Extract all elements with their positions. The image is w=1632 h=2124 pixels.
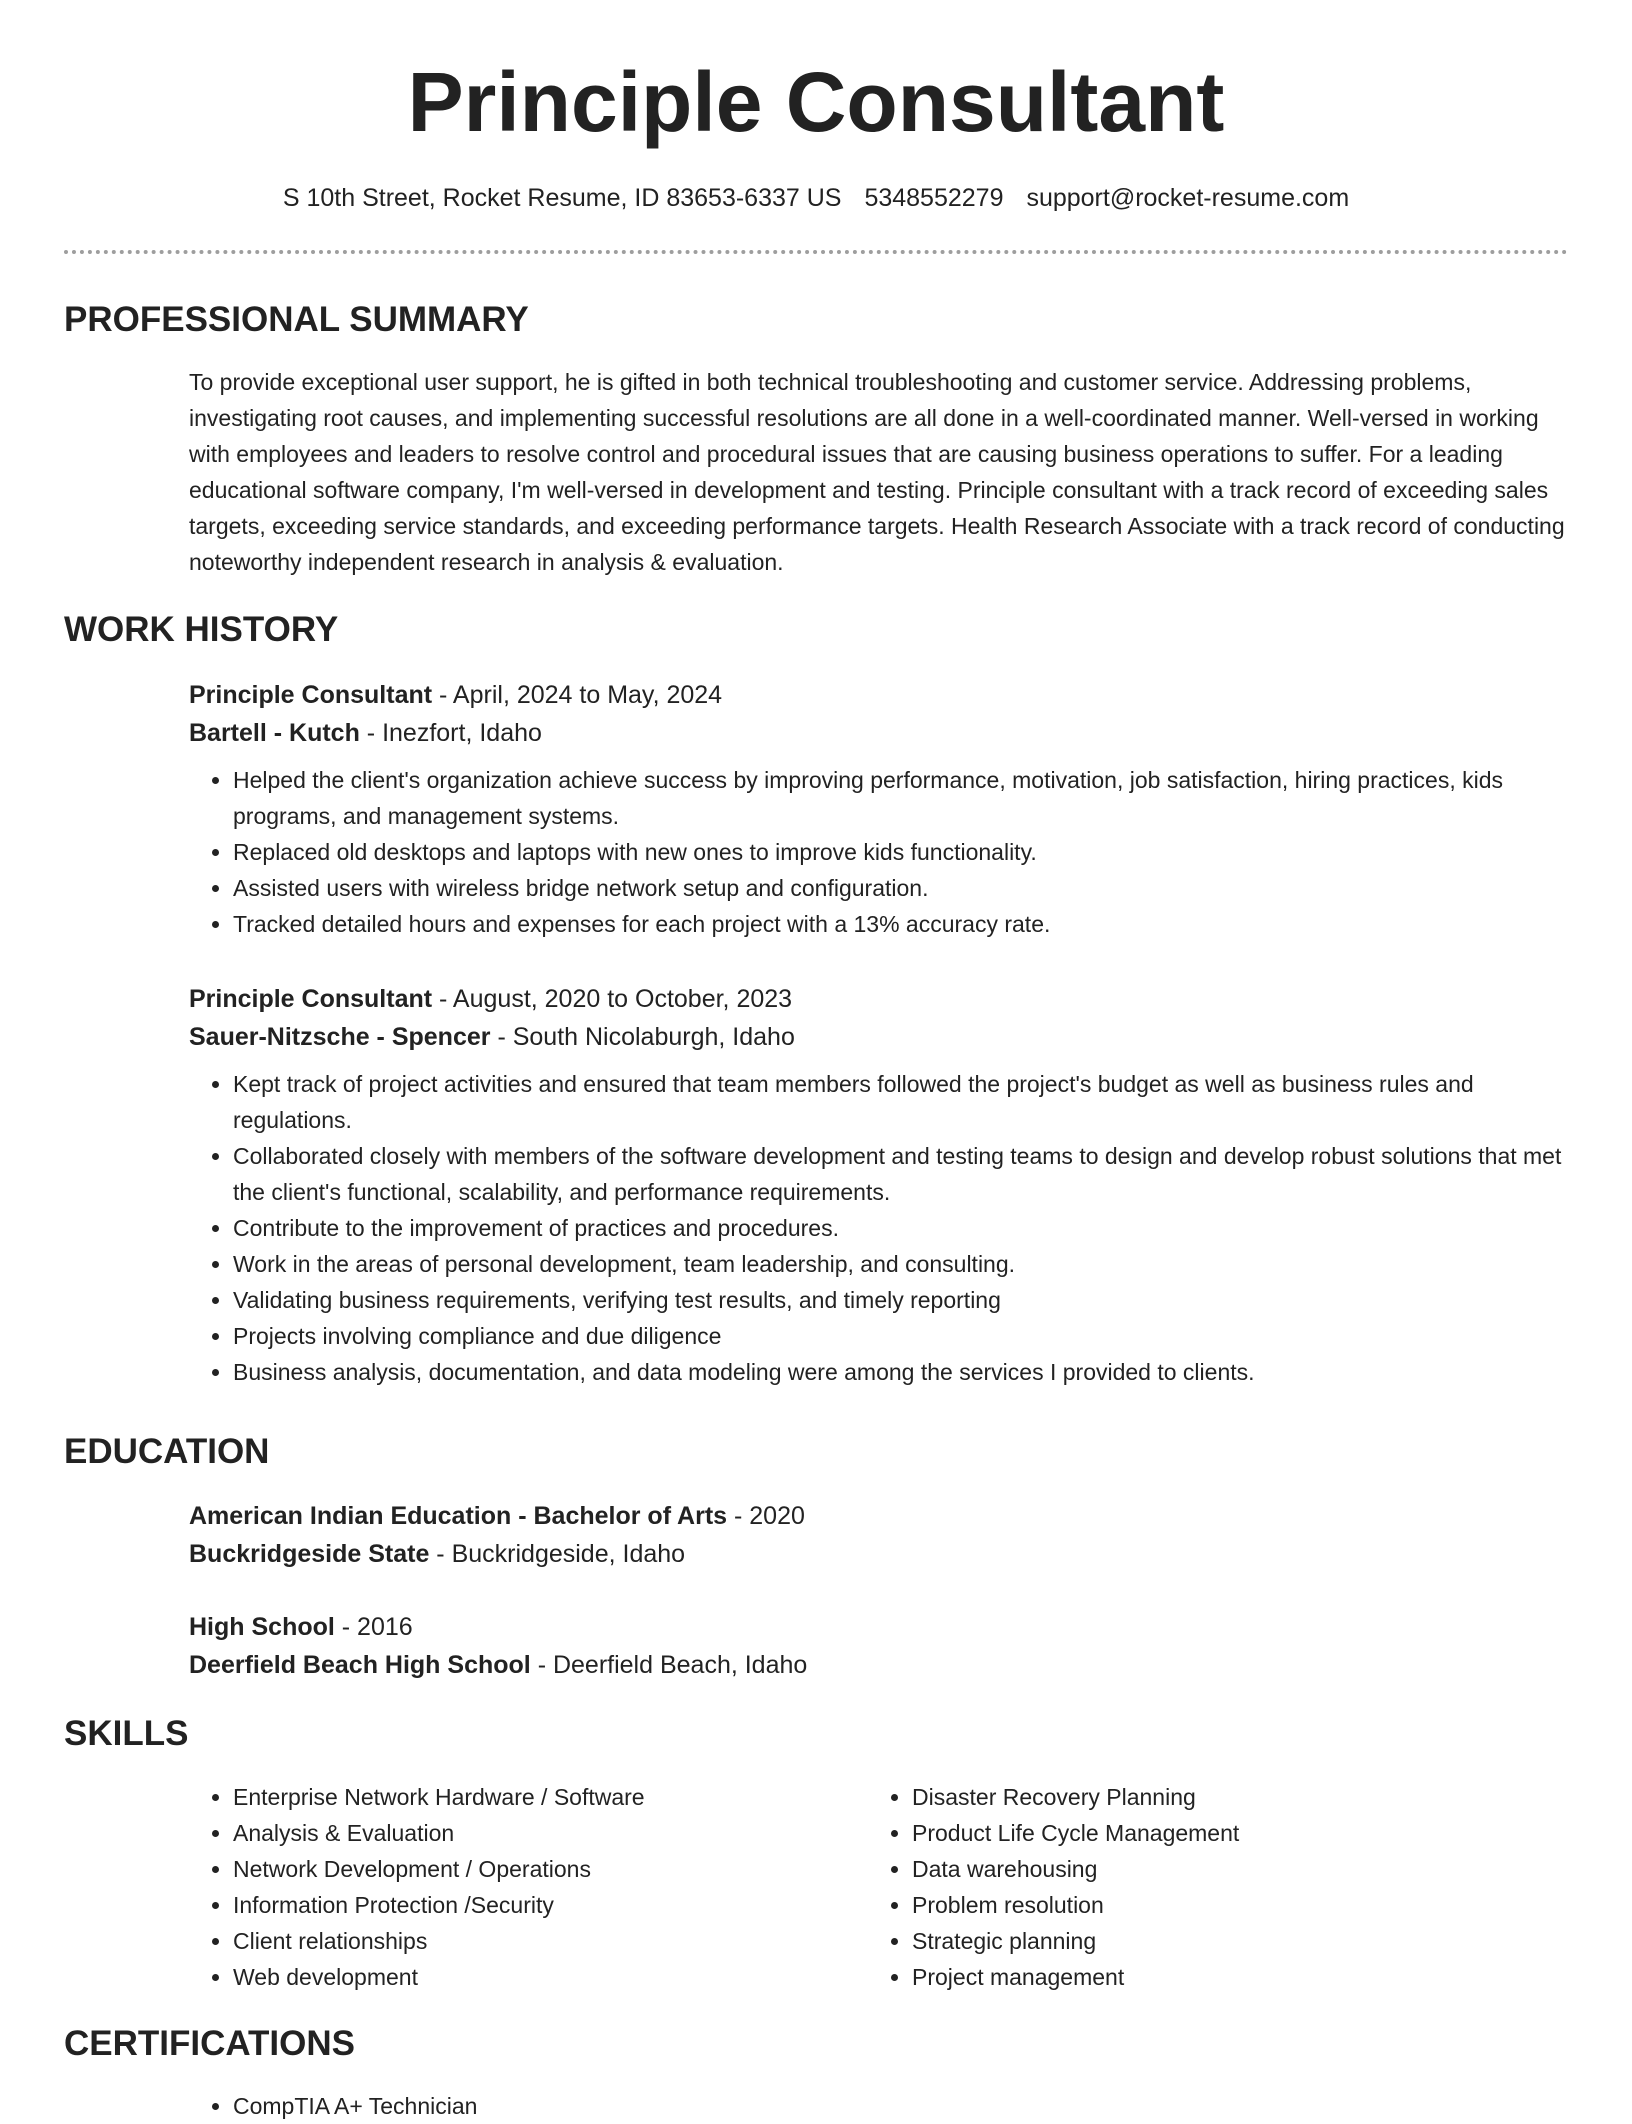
job-role: Principle Consultant	[189, 985, 433, 1013]
skills-list	[868, 1779, 1508, 1995]
education-entry	[189, 1497, 1569, 1573]
education-school: Buckridgeside State	[189, 1540, 430, 1568]
resume-name: Principle Consultant	[407, 55, 1225, 149]
skills-list	[189, 1779, 829, 1995]
skills-column-right	[868, 1779, 1508, 1995]
job-bullet: • Assisted users with wireless bridge network setup and configuration.	[233, 870, 1569, 906]
skill-item: • Product Life Cycle Management	[912, 1815, 1508, 1851]
job-bullet: • Kept track of project activities and ensured that team members followed the project's budget as well as business rules and regulations.	[233, 1066, 1569, 1138]
education-school-line	[189, 1646, 1569, 1684]
skill-item: • Strategic planning	[912, 1923, 1508, 1959]
skill-item: • Project management	[912, 1959, 1508, 1995]
job-bullet: • Replaced old desktops and laptops with new ones to improve kids functionality.	[233, 834, 1569, 870]
contact-address: S 10th Street, Rocket Resume, ID 83653-6337 US	[282, 184, 842, 212]
skills-column-left	[189, 1779, 829, 1995]
certifications-heading: CERTIFICATIONS	[64, 2024, 356, 2063]
job-bullet: • Projects involving compliance and due diligence	[233, 1318, 1569, 1354]
education-degree-line	[189, 1608, 1569, 1646]
job-bullet: • Contribute to the improvement of practices and procedures.	[233, 1210, 1569, 1246]
education-year: - 2016	[334, 1613, 413, 1641]
skill-item: • Client relationships	[233, 1923, 829, 1959]
job-company: Bartell - Kutch	[189, 719, 360, 747]
job-entry	[189, 980, 1569, 1390]
summary-heading: PROFESSIONAL SUMMARY	[64, 300, 529, 339]
skill-item: • Problem resolution	[912, 1887, 1508, 1923]
skill-item: • Enterprise Network Hardware / Software	[233, 1779, 829, 1815]
job-location: - South Nicolaburgh, Idaho	[490, 1023, 795, 1051]
job-title-line	[189, 676, 1569, 714]
education-year: - 2020	[727, 1502, 805, 1530]
work-history-heading: WORK HISTORY	[64, 610, 339, 649]
header-divider	[64, 250, 1568, 254]
skills-heading: SKILLS	[64, 1714, 189, 1753]
summary-text: To provide exceptional user support, he is gifted in both technical troubleshooting and customer service. Addressing problems, investigating root causes, and implementing successful resolutions are all done in a well-coordinated manner. Well-versed in working with employees and leaders to resolve control and procedural issues that are causing business operations to suffer. For a leading educational software company, I'm well-versed in development and testing. Principle consultant with a track record of exceeding sales targets, exceeding service standards, and exceeding performance targets. Health Research Associate with a track record of conducting noteworthy independent research in analysis & evaluation.	[189, 369, 1565, 575]
job-location: - Inezfort, Idaho	[359, 719, 542, 747]
certifications-list	[189, 2088, 829, 2124]
education-degree-line	[189, 1497, 1569, 1535]
education-location: - Buckridgeside, Idaho	[429, 1540, 686, 1568]
job-bullet: • Helped the client's organization achieve success by improving performance, motivation, job satisfaction, hiring practices, kids programs, and management systems.	[233, 762, 1569, 834]
education-degree: High School	[189, 1613, 335, 1641]
education-entry	[189, 1608, 1569, 1684]
certification-item: • CompTIA A+ Technician	[233, 2088, 829, 2124]
summary-section	[189, 364, 1569, 580]
job-company: Sauer-Nitzsche - Spencer	[189, 1023, 491, 1051]
job-bullets	[189, 1066, 1569, 1390]
job-bullet: • Validating business requirements, verifying test results, and timely reporting	[233, 1282, 1569, 1318]
certifications-section	[189, 2088, 829, 2124]
education-location: - Deerfield Beach, Idaho	[530, 1651, 808, 1679]
education-school-line	[189, 1535, 1569, 1573]
job-bullets	[189, 762, 1569, 942]
job-bullet: • Work in the areas of personal development, team leadership, and consulting.	[233, 1246, 1569, 1282]
skill-item: • Network Development / Operations	[233, 1851, 829, 1887]
skill-item: • Information Protection /Security	[233, 1887, 829, 1923]
job-dates: - April, 2024 to May, 2024	[432, 681, 723, 709]
education-heading: EDUCATION	[64, 1432, 270, 1471]
skill-item: • Data warehousing	[912, 1851, 1508, 1887]
contact-phone: 5348552279	[864, 184, 1004, 212]
skill-item: • Analysis & Evaluation	[233, 1815, 829, 1851]
education-degree: American Indian Education - Bachelor of Arts	[189, 1502, 728, 1530]
job-dates: - August, 2020 to October, 2023	[432, 985, 793, 1013]
job-role: Principle Consultant	[189, 681, 433, 709]
contact-email: support@rocket-resume.com	[1026, 184, 1350, 212]
job-entry	[189, 676, 1569, 942]
education-school: Deerfield Beach High School	[189, 1651, 531, 1679]
skill-item: • Disaster Recovery Planning	[912, 1779, 1508, 1815]
skill-item: • Web development	[233, 1959, 829, 1995]
job-bullet: • Business analysis, documentation, and data modeling were among the services I provided to clients.	[233, 1354, 1569, 1390]
job-bullet: • Collaborated closely with members of the software development and testing teams to design and develop robust solutions that met the client's functional, scalability, and performance requirements.	[233, 1138, 1569, 1210]
contact-line	[0, 180, 1632, 216]
job-bullet: • Tracked detailed hours and expenses for each project with a 13% accuracy rate.	[233, 906, 1569, 942]
job-company-line	[189, 1018, 1569, 1056]
job-company-line	[189, 714, 1569, 752]
job-title-line	[189, 980, 1569, 1018]
